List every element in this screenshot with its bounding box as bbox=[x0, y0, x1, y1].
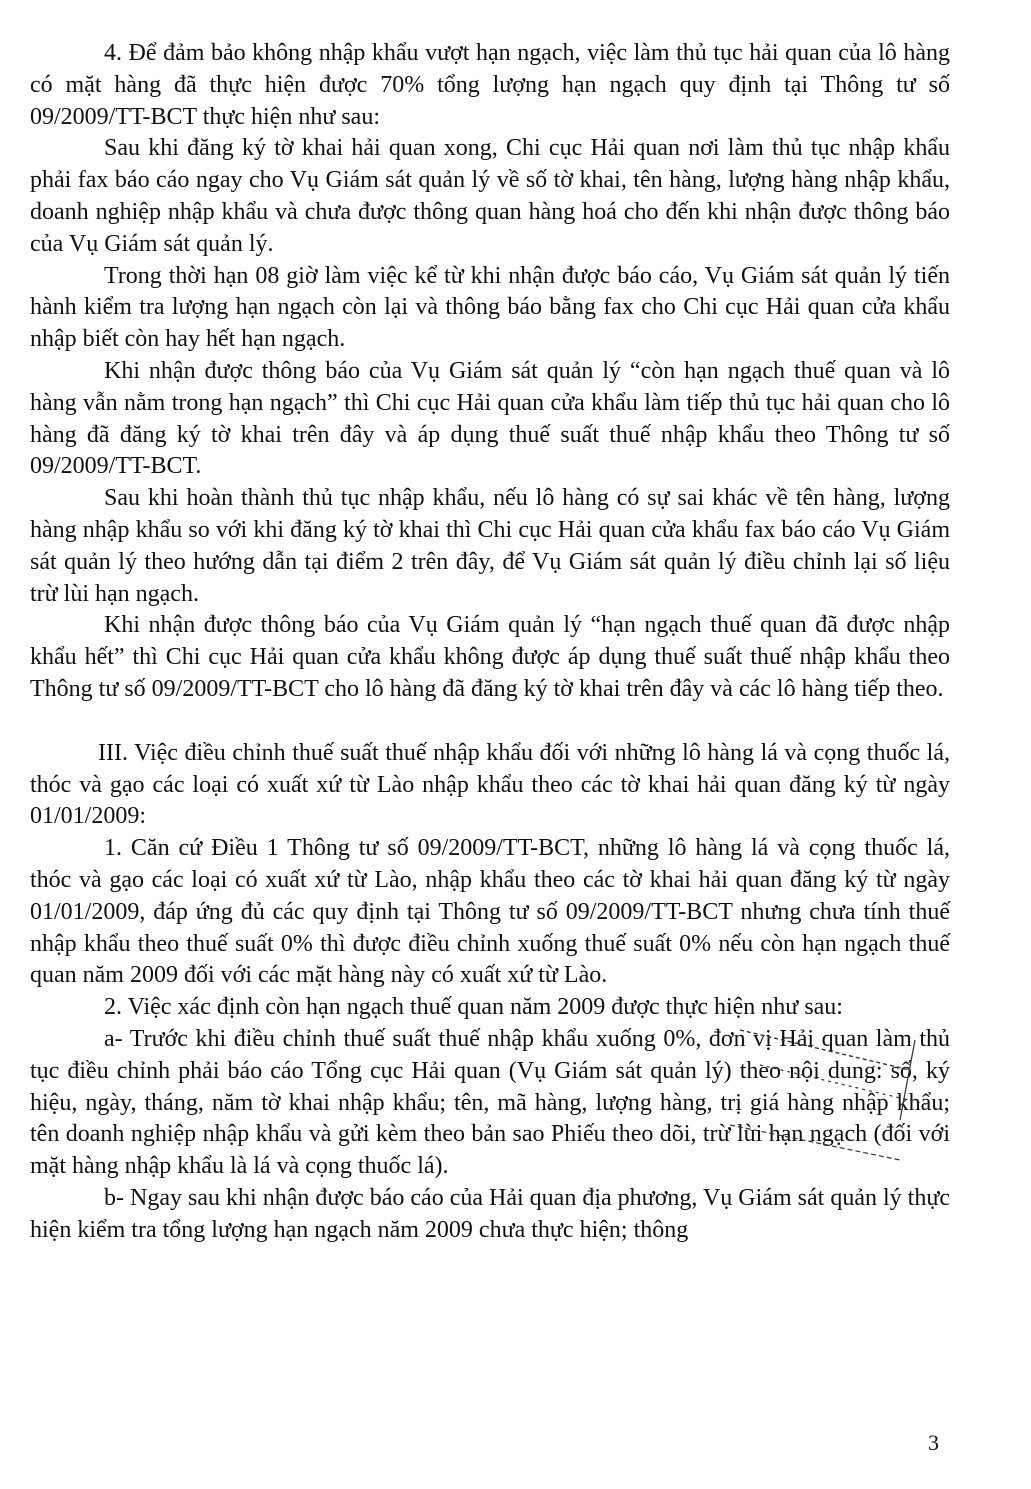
page-number: 3 bbox=[928, 1430, 939, 1455]
section-heading-iii: III. Việc điều chỉnh thuế suất thuế nhập khẩu đối với những lô hàng lá và cọng thuốc lá, thóc và gạo các loại có xuất xứ từ Lào nhập khẩu theo các tờ khai hải quan đăng ký từ ngày 01/01/2009: bbox=[30, 739, 950, 830]
paragraph-customs-declaration: Sau khi đăng ký tờ khai hải quan xong, Chi cục Hải quan nơi làm thủ tục nhập khẩu phải fax báo cáo ngay cho Vụ Giám sát quản lý về số tờ khai, tên hàng, lượng hàng nhập khẩu, doanh nghiệp nhập khẩu và chưa được thông quan hàng hoá cho đến khi nhận được thông báo của Vụ Giám sát quản lý. bbox=[30, 135, 950, 257]
paragraph-quota-remaining: Khi nhận được thông báo của Vụ Giám sát quản lý “còn hạn ngạch thuế quan và lô hàng vẫn nằm trong hạn ngạch” thì Chi cục Hải quan cửa khẩu làm tiếp thủ tục hải quan cho lô hàng đã đăng ký tờ khai trên đây và áp dụng thuế suất thuế nhập khẩu theo Thông tư số 09/2009/TT-BCT. bbox=[30, 357, 950, 480]
paragraph-after-import: Sau khi hoàn thành thủ tục nhập khẩu, nếu lô hàng có sự sai khác về tên hàng, lượng hàng nhập khẩu so với khi đăng ký tờ khai thì Chi cục Hải quan cửa khẩu fax báo cáo Vụ Giám sát quản lý theo hướng dẫn tại điểm 2 trên đây, để Vụ Giám sát quản lý điều chỉnh lại số liệu trừ lùi hạn ngạch. bbox=[30, 485, 950, 607]
paragraph-item-b: b- Ngay sau khi nhận được báo cáo của Hải quan địa phương, Vụ Giám sát quản lý thực hiện kiểm tra tổng lượng hạn ngạch năm 2009 chưa thực hiện; thông bbox=[30, 1184, 950, 1243]
paragraph-item-2: 2. Việc xác định còn hạn ngạch thuế quan năm 2009 được thực hiện như sau: bbox=[104, 994, 843, 1021]
document-body bbox=[30, 38, 950, 1246]
paragraph-quota-exhausted: Khi nhận được thông báo của Vụ Giám quản lý “hạn ngạch thuế quan đã được nhập khẩu hết” thì Chi cục Hải quan cửa khẩu không được áp dụng thuế suất thuế nhập khẩu theo Thông tư số 09/2009/TT-BCT cho lô hàng đã đăng ký tờ khai trên đây và các lô hàng tiếp theo. bbox=[30, 612, 950, 702]
paragraph-item-a: a- Trước khi điều chỉnh thuế suất thuế nhập khẩu xuống 0%, đơn vị Hải quan làm thủ tục điều chỉnh phải báo cáo Tổng cục Hải quan (Vụ Giám sát quản lý) theo nội dung: số, ký hiệu, ngày, tháng, năm tờ khai nhập khẩu; tên, mã hàng, lượng hàng, trị giá hàng nhập khẩu; tên doanh nghiệp nhập khẩu và gửi kèm theo bản sao Phiếu theo dõi, trừ lùi hạn ngạch (đối với mặt hàng nhập khẩu là lá và cọng thuốc lá). bbox=[30, 1025, 950, 1180]
paragraph-item-4: 4. Để đảm bảo không nhập khẩu vượt hạn ngạch, việc làm thủ tục hải quan của lô hàng có mặt hàng đã thực hiện được 70% tổng lượng hạn ngạch quy định tại Thông tư số 09/2009/TT-BCT thực hiện như sau: bbox=[30, 40, 950, 130]
paragraph-item-1: 1. Căn cứ Điều 1 Thông tư số 09/2009/TT-BCT, những lô hàng lá và cọng thuốc lá, thóc và gạo các loại có xuất xứ từ Lào, nhập khẩu theo các tờ khai hải quan đăng ký từ ngày 01/01/2009, đáp ứng đủ các quy định tại Thông tư số 09/2009/TT-BCT nhưng chưa tính thuế nhập khẩu theo thuế suất 0% thì được điều chỉnh xuống thuế suất 0% nếu còn hạn ngạch thuế quan năm 2009 đối với các mặt hàng này có xuất xứ từ Lào. bbox=[30, 835, 950, 989]
paragraph-eight-hours: Trong thời hạn 08 giờ làm việc kể từ khi nhận được báo cáo, Vụ Giám sát quản lý tiến hành kiểm tra lượng hạn ngạch còn lại và thông báo bằng fax cho Chi cục Hải quan cửa khẩu nhập biết còn hay hết hạn ngạch. bbox=[30, 262, 950, 353]
